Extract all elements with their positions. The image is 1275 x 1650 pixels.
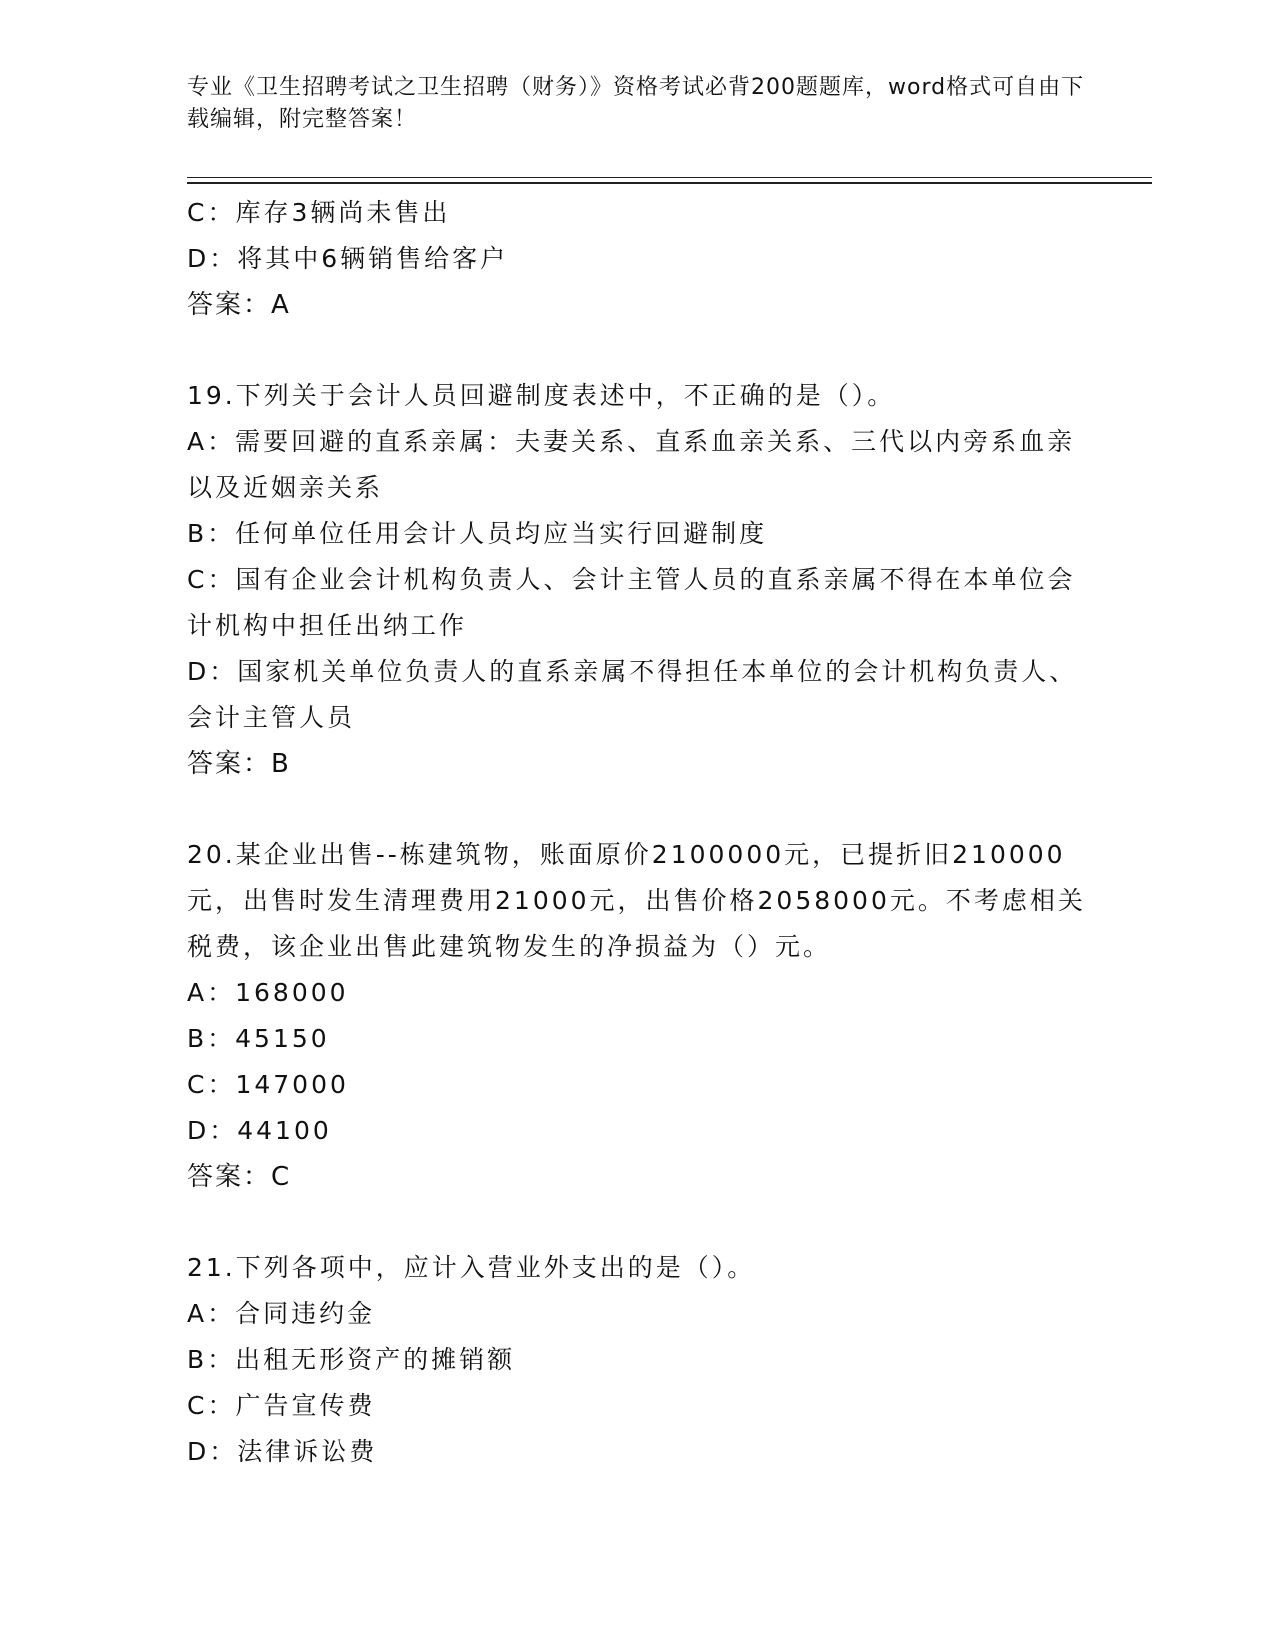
spacer xyxy=(187,787,1087,832)
option-d: D：法律诉讼费 xyxy=(187,1437,378,1466)
option-d: D：将其中6辆销售给客户 xyxy=(187,244,509,273)
option-d: D：国家机关单位负责人的直系亲属不得担任本单位的会计机构负责人、会计主管人员 xyxy=(187,657,1078,732)
option-c: C：库存3辆尚未售出 xyxy=(187,198,451,227)
answer: 答案：A xyxy=(187,290,291,320)
question-19 xyxy=(187,373,1087,787)
option-c: C：广告宣传费 xyxy=(187,1391,376,1420)
answer: 答案：B xyxy=(187,749,291,779)
spacer xyxy=(187,328,1087,373)
header-divider-bottom xyxy=(187,182,1152,184)
option-b: B：45150 xyxy=(187,1024,330,1053)
option-d: D：44100 xyxy=(187,1116,332,1145)
question-stem: 19.下列关于会计人员回避制度表述中，不正确的是（）。 xyxy=(187,381,896,410)
question-stem: 21.下列各项中，应计入营业外支出的是（）。 xyxy=(187,1253,756,1282)
option-c: C：国有企业会计机构负责人、会计主管人员的直系亲属不得在本单位会计机构中担任出纳工作 xyxy=(187,565,1076,640)
document-header xyxy=(187,72,1087,136)
header-divider-top xyxy=(187,177,1152,178)
question-20 xyxy=(187,832,1087,1200)
header-title: 专业《卫生招聘考试之卫生招聘（财务）》资格考试必背200题题库，word格式可自由下载编辑，附完整答案！ xyxy=(187,75,1085,132)
question-list xyxy=(187,190,1087,1475)
option-b: B：任何单位任用会计人员均应当实行回避制度 xyxy=(187,519,768,548)
option-a: A：合同违约金 xyxy=(187,1299,376,1328)
answer: 答案：C xyxy=(187,1162,292,1192)
question-stem: 20.某企业出售--栋建筑物，账面原价2100000元，已提折旧210000元，出售时发生清理费用21000元，出售价格2058000元。不考虑相关税费，该企业出售此建筑物发生的净损益为（）元。 xyxy=(187,840,1086,961)
question-18-tail xyxy=(187,190,1087,328)
option-a: A：需要回避的直系亲属：夫妻关系、直系血亲关系、三代以内旁系血亲以及近姻亲关系 xyxy=(187,427,1076,502)
option-c: C：147000 xyxy=(187,1070,349,1099)
spacer xyxy=(187,1200,1087,1245)
option-a: A：168000 xyxy=(187,978,349,1007)
question-21 xyxy=(187,1245,1087,1475)
option-b: B：出租无形资产的摊销额 xyxy=(187,1345,516,1374)
